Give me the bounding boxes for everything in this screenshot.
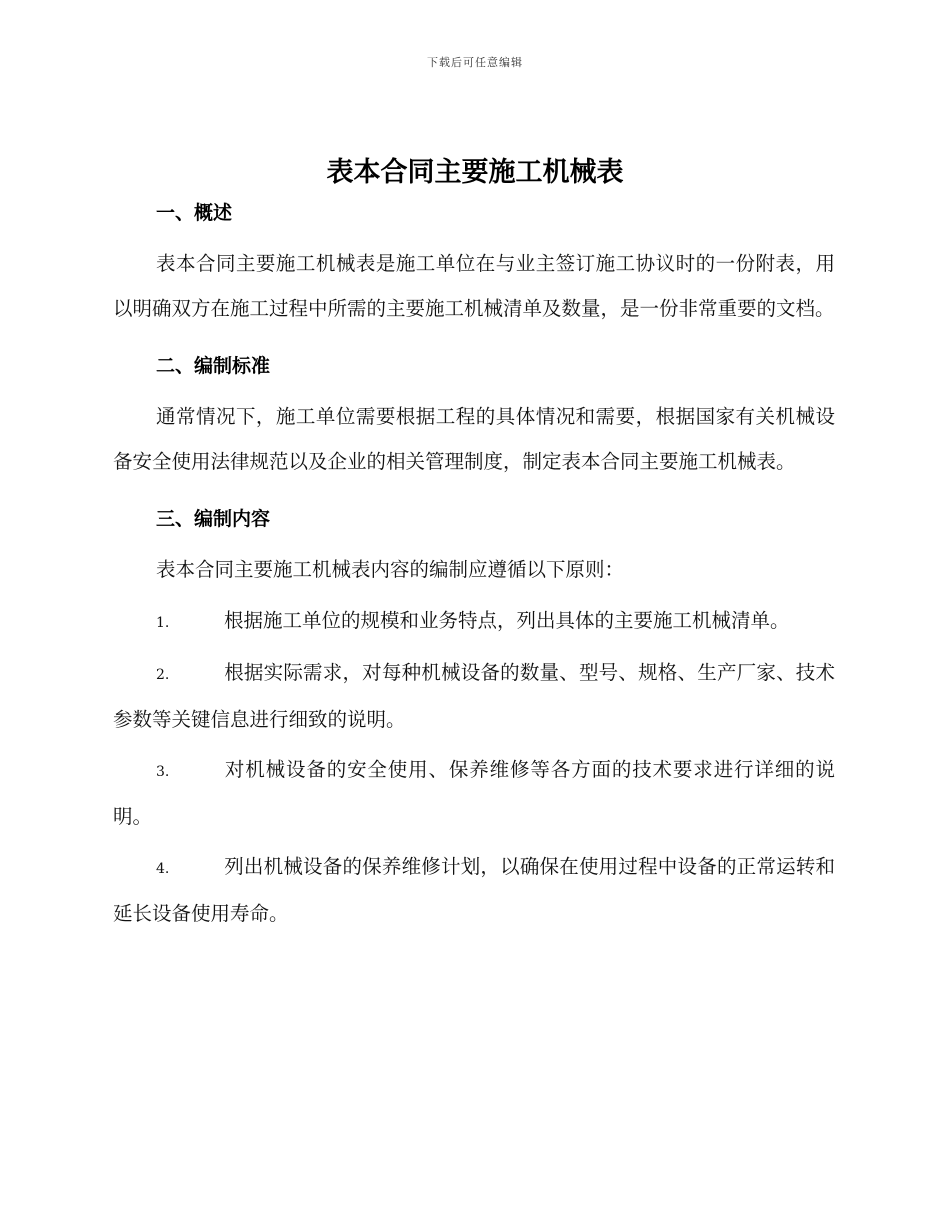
list-item-number: 3. xyxy=(156,764,170,780)
section-heading-overview: 一、概述 xyxy=(156,202,233,224)
list-item xyxy=(113,748,835,839)
list-item-text: 根据施工单位的规模和业务特点，列出具体的主要施工机械清单。 xyxy=(224,608,790,632)
list-item xyxy=(113,599,835,646)
header-note: 下载后可任意编辑 xyxy=(427,56,523,69)
document-title: 表本合同主要施工机械表 xyxy=(326,157,624,188)
paragraph-content-intro: 表本合同主要施工机械表内容的编制应遵循以下原则： xyxy=(156,558,625,581)
paragraph-overview: 表本合同主要施工机械表是施工单位在与业主签订施工协议时的一份附表，用以明确双方在施工过程中所需的主要施工机械清单及数量，是一份非常重要的文档。 xyxy=(113,252,835,320)
paragraph-standard: 通常情况下，施工单位需要根据工程的具体情况和需要，根据国家有关机械设备安全使用法律规范以及企业的相关管理制度，制定表本合同主要施工机械表。 xyxy=(113,405,835,473)
section-heading-standard: 二、编制标准 xyxy=(156,355,271,377)
list-item xyxy=(113,651,835,742)
list-item-text: 对机械设备的安全使用、保养维修等各方面的技术要求进行详细的说明。 xyxy=(113,758,835,828)
list-item-number: 2. xyxy=(156,667,170,683)
list-item xyxy=(113,845,835,936)
document-body xyxy=(113,198,835,936)
list-item-number: 1. xyxy=(156,614,170,631)
section-heading-content: 三、编制内容 xyxy=(156,508,271,530)
list-item-text: 根据实际需求，对每种机械设备的数量、型号、规格、生产厂家、技术参数等关键信息进行细致的说明。 xyxy=(113,661,835,731)
list-item-text: 列出机械设备的保养维修计划，以确保在使用过程中设备的正常运转和延长设备使用寿命。 xyxy=(113,855,835,925)
list-item-number: 4. xyxy=(156,861,170,877)
